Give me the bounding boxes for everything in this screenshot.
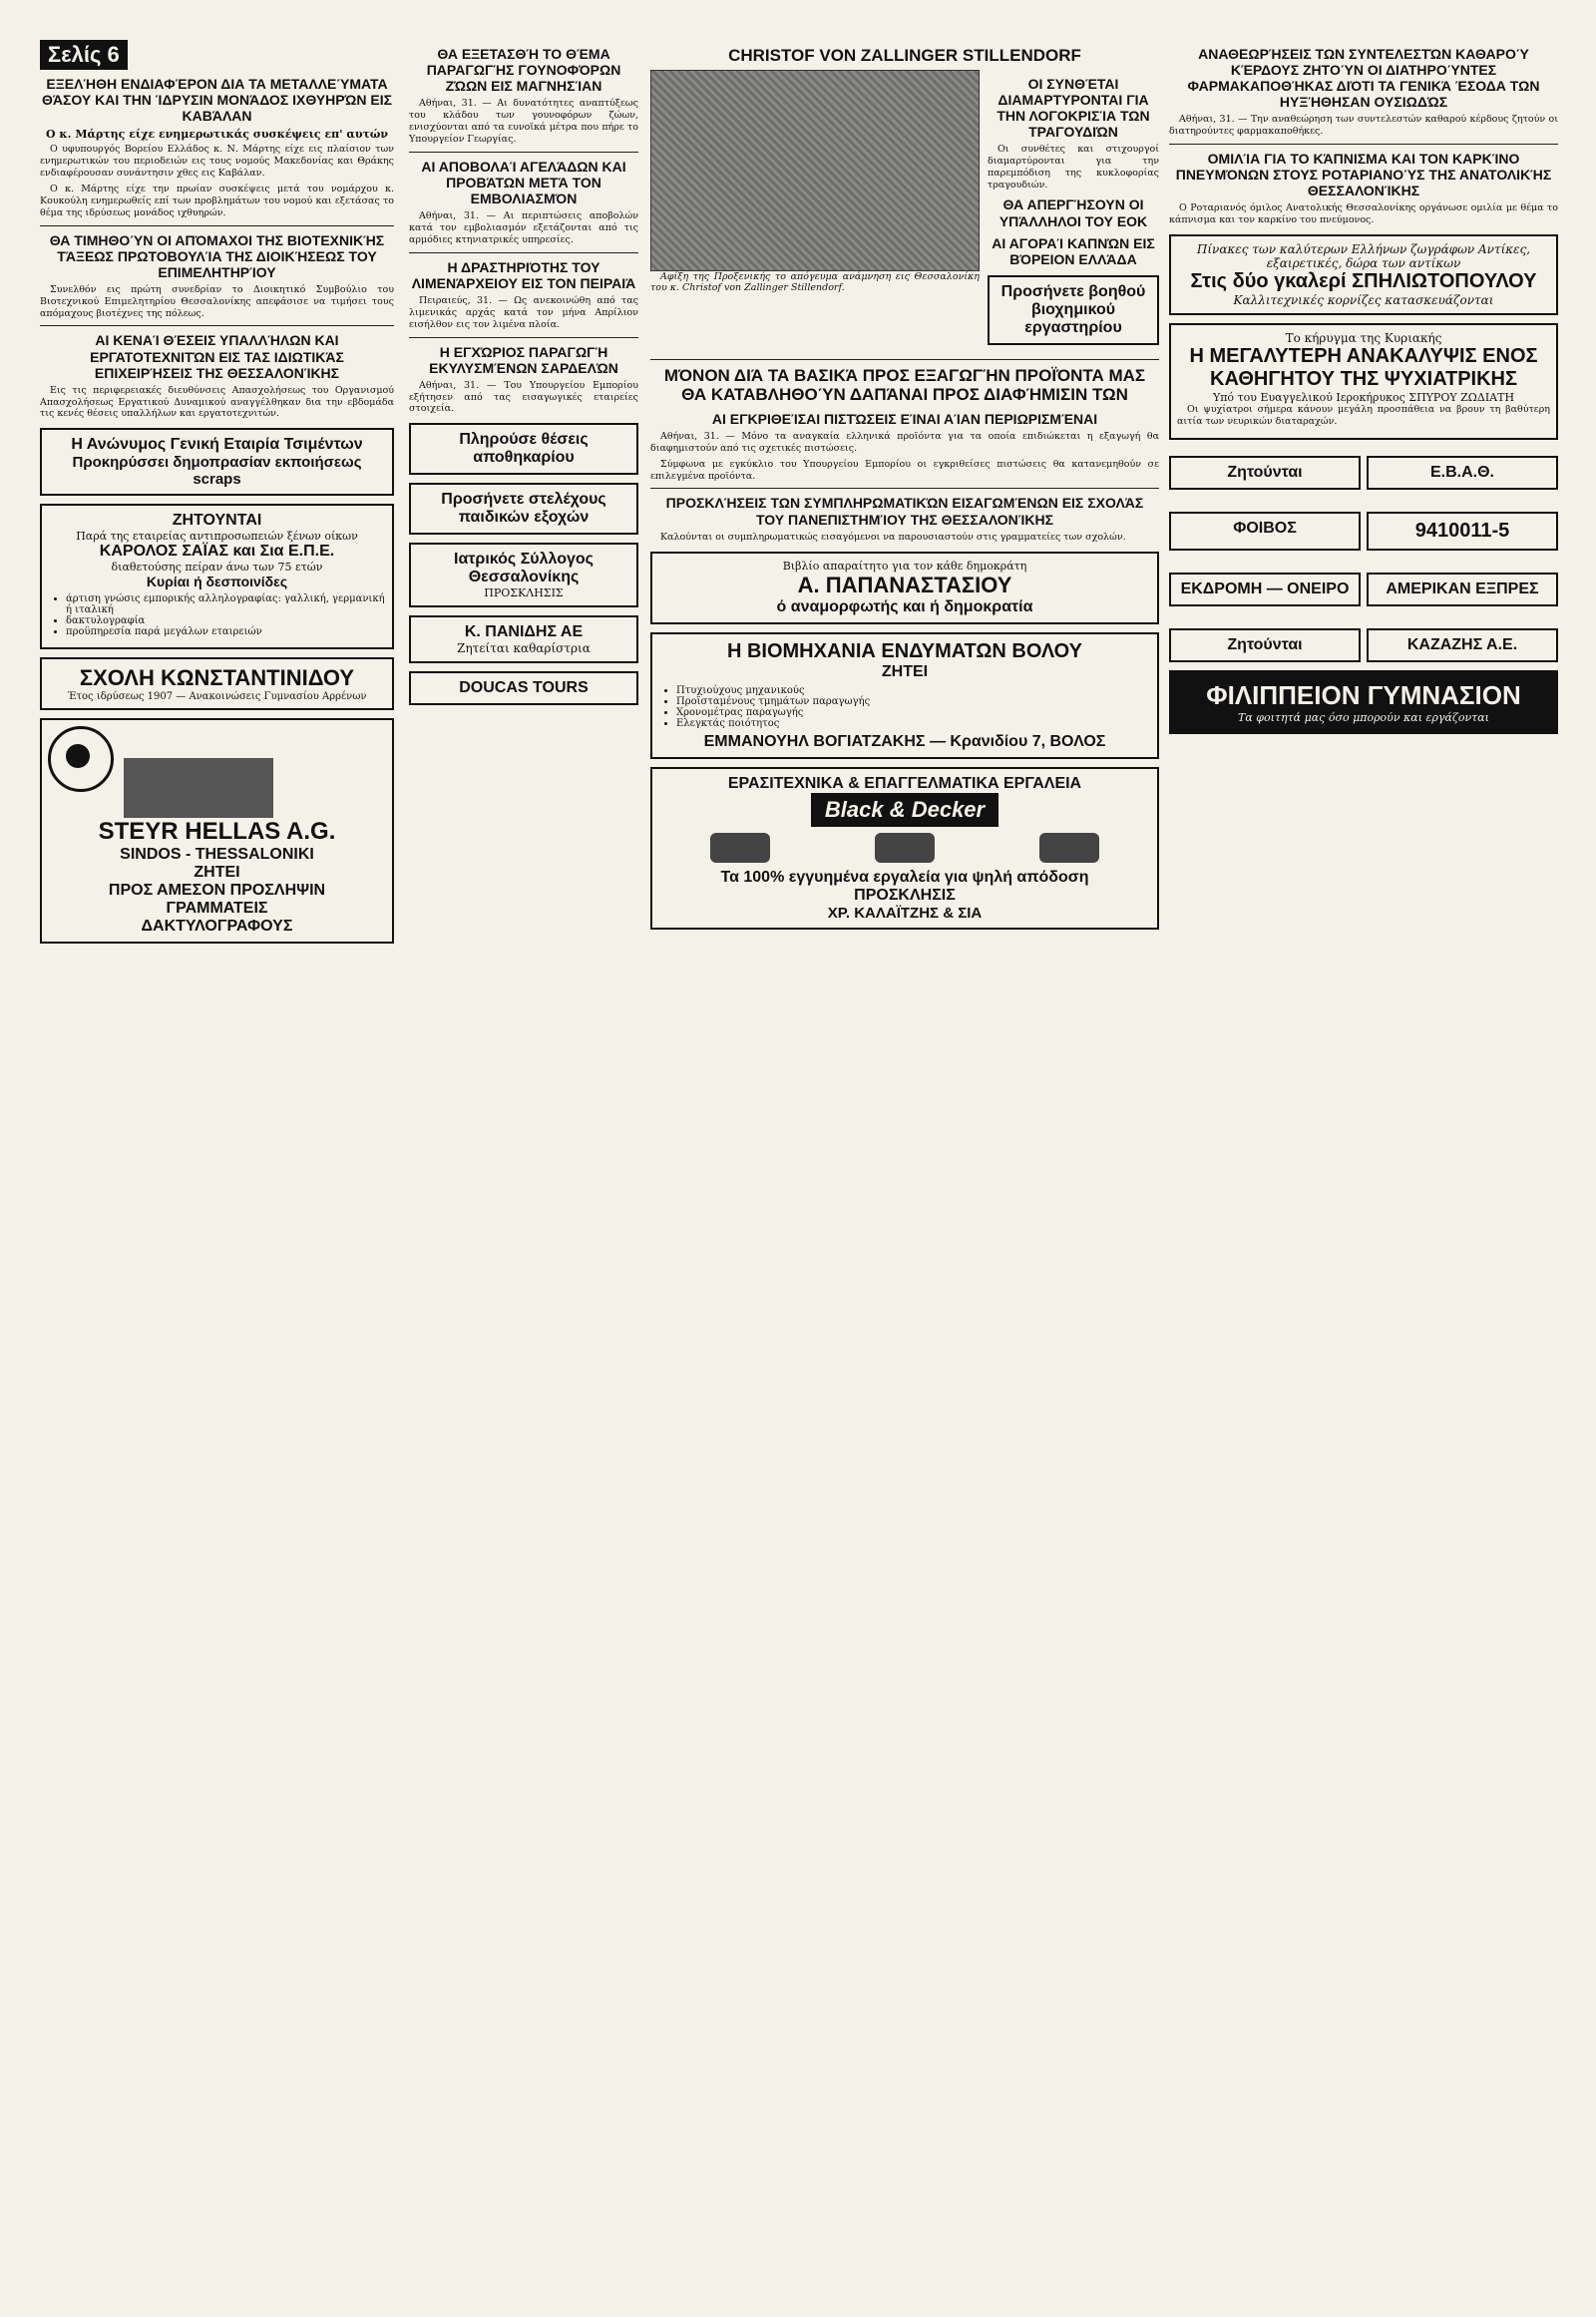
kerygma-by: Υπό του Ευαγγελικού Ιεροκήρυκος ΣΠΥΡΟΥ ΖΩΔΙΑΤΗ	[1212, 391, 1515, 405]
ad-steyr-title: STEYR HELLAS A.G.	[98, 817, 336, 845]
small-ad-text: ΚΑΖΑΖΗΣ Α.Ε.	[1406, 635, 1518, 653]
tractor-image	[124, 758, 273, 818]
col2-headline-4: Η ΕΓΧΏΡΙΟΣ ΠΑΡΑΓΩΓΉ ΕΚΥΛΥΣΜΈΝΩΝ ΣΑΡΔΕΛΏΝ	[429, 343, 618, 376]
photo-caption: Αφίξη της Προξενικής το απόγευμα ανάμνηση εις Θεσσαλονίκη του κ. Christof von Zallinger Stillendorf.	[650, 270, 980, 294]
col3-notes-box-title: Προσήνετε βοηθού βιοχημικού εργαστηρίου	[1000, 282, 1146, 336]
ad-steyr-role2: ΔΑΚΤΥΛΟΓΡΑΦΟΥΣ	[141, 917, 293, 935]
small-ad-text: Ζητούνται	[1227, 463, 1303, 481]
ad-steyr-role1: ΓΡΑΜΜΑΤΕΙΣ	[166, 899, 268, 917]
box-5	[409, 671, 638, 705]
col3-notes-box	[988, 275, 1159, 345]
col2-headline-1: ΘΑ ΕΞΕΤΑΣΘΉ ΤΟ ΘΈΜΑ ΠΑΡΑΓΩΓΉΣ ΓΟΥΝΟΦΌΡΩΝ ΖΏΩΝ ΕΙΣ ΜΑΓΝΗΣΊΑΝ	[426, 46, 621, 95]
kerygma-sub: Το κήρυγμα της Κυριακής	[1285, 331, 1442, 346]
ad-steyr-zitei: ΖΗΤΕΙ	[194, 863, 240, 881]
tools-image	[658, 833, 1151, 863]
col2-p4: Αθήναι, 31. — Του Υπουργείου Εμπορίου εξήτησεν από τας εισαγωγικές εταιρείες στοιχεία.	[409, 379, 638, 415]
column-2	[409, 40, 638, 713]
ad-papanastasiou-line: ό αναμορφωτής και ή δημοκρατία	[776, 597, 1033, 615]
ad-gallery-line2: Στις δύο γκαλερί ΣΠΗΛΙΩΤΟΠΟΥΛΟΥ	[1190, 270, 1537, 293]
ad-konstantinidou-line: Έτος ιδρύσεως 1907 — Ανακοινώσεις Γυμνασίου Αρρένων	[67, 691, 367, 703]
kerygma	[1169, 323, 1558, 440]
ad-saias-req: • άρτιση γνώσις εμπορικής αλληλογραφίας: γαλλική, γερμανική ή ιταλική	[66, 593, 386, 615]
ad-bd-brand: Black & Decker	[811, 793, 998, 827]
box-2	[409, 483, 638, 535]
steyr-logo-icon	[48, 726, 114, 792]
ad-cement	[40, 428, 394, 496]
ad-volos-item: • Προϊσταμένους τμημάτων παραγωγής	[676, 696, 1151, 707]
ad-saias-title: ΖΗΤΟΥΝΤΑΙ	[172, 512, 262, 530]
col1-headline-3: ΑΙ ΚΕΝΑΊ ΘΈΣΕΙΣ ΥΠΑΛΛΉΛΩΝ ΚΑΙ ΕΡΓΑΤΟΤΕΧΝΙΤΏΝ ΕΙΣ ΤΑΣ ΙΔΙΩΤΙΚΆΣ ΕΠΙΧΕΙΡΉΣΕΙΣ ΤΗΣ ΘΕΣΣΑΛΟΝΊΚΗΣ	[90, 332, 344, 381]
col3-p1: Αθήναι, 31. — Μόνο τα αναγκαία ελληνικά προϊόντα για τα οποία επιδιώκεται η εξαγωγή θα διαφημιστούν από τις σχετικές πιστώσεις.	[650, 430, 1159, 454]
kerygma-p: Οι ψυχίατροι σήμερα κάνουν μεγάλη προσπάθεια να βρουν τη βαθύτερη αιτία των νευρικών διαταραχών.	[1177, 404, 1550, 428]
col3-headline-3: ΠΡΟΣΚΛΉΣΕΙΣ ΤΩΝ ΣΥΜΠΛΗΡΩΜΑΤΙΚΏΝ ΕΙΣΑΓΩΜΈΝΩΝ ΕΙΣ ΣΧΟΛΆΣ ΤΟΥ ΠΑΝΕΠΙΣΤΗΜΊΟΥ ΤΗΣ ΘΕΣΣΑΛΟΝΊΚΗΣ	[665, 495, 1144, 528]
ad-papanastasiou	[650, 552, 1159, 624]
ad-volos-contact: ΕΜΜΑΝΟΥΗΛ ΒΟΓΙΑΤΖΑΚΗΣ — Κρανιδίου 7, ΒΟΛΟΣ	[703, 732, 1106, 750]
small-ad	[1169, 628, 1361, 662]
col4-headline-1: ΑΝΑΘΕΩΡΉΣΕΙΣ ΤΩΝ ΣΥΝΤΕΛΕΣΤΏΝ ΚΑΘΑΡΟΎ ΚΈΡΔΟΥΣ ΖΗΤΟΎΝ ΟΙ ΔΙΑΤΗΡΟΎΝΤΕΣ ΦΑΡΜΑΚΑΠΟΘΉΚΑΣ ΔΙΌΤΙ ΤΑ ΓΕΝΙΚΆ ΈΣΟΔΑ ΤΩΝ ΗΥΞΉΘΗΣΑΝ ΟΥΣΙΩΔΏΣ	[1187, 46, 1540, 111]
box-3-sub: ΠΡΟΣΚΛΗΣΙΣ	[484, 586, 564, 600]
box-2-title: Προσήνετε στελέχους παιδικών εξοχών	[441, 491, 606, 527]
ad-black-decker	[650, 767, 1159, 930]
ad-bd-top: ΕΡΑΣΙΤΕΧΝΙΚΑ & ΕΠΑΓΓΕΛΜΑΤΙΚΑ ΕΡΓΑΛΕΙΑ	[727, 774, 1082, 792]
col3-notes-headline: ΟΙ ΣΥΝΘΈΤΑΙ ΔΙΑΜΑΡΤΥΡΟΝΤΑΙ ΓΙΑ ΤΗΝ ΛΟΓΟΚΡΙΣΊΑ ΤΩΝ ΤΡΑΓΟΥΔΙΏΝ	[997, 75, 1150, 140]
news-photo	[650, 70, 980, 271]
small-ad-text: ΕΚΔΡΟΜΗ — ΟΝΕΙΡΟ	[1180, 579, 1350, 597]
ad-saias-line3: Κυρίαι ή δεσποινίδες	[146, 574, 288, 590]
column-3	[650, 40, 1159, 938]
col1-headline-1: ΕΞΕΛΉΘΗ ΕΝΔΙΑΦΈΡΟΝ ΔΙΑ ΤΑ ΜΕΤΑΛΛΕΎΜΑΤΑ ΘΆΣΟΥ ΚΑΙ ΤΗΝ ΊΔΡΥΣΙΝ ΜΟΝΆΔΟΣ ΙΧΘΥΗΡΏΝ ΕΙΣ ΚΑΒΆΛΑΝ	[42, 76, 392, 125]
ad-volos-title: Η ΒΙΟΜΗΧΑΝΙΑ ΕΝΔΥΜΑΤΩΝ ΒΟΛΟΥ	[726, 639, 1083, 662]
ad-bd-line: Τα 100% εγγυημένα εργαλεία για ψηλή απόδοση	[720, 868, 1089, 886]
ad-volos-item: • Χρονομέτρας παραγωγής	[676, 707, 1151, 718]
ad-saias-req: • προϋπηρεσία παρά μεγάλων εταιρειών	[66, 626, 386, 637]
col2-p2: Αθήναι, 31. — Αι περιπτώσεις αποβολών κατά τον εμβολιασμόν εξετάζονται από τις αρμόδιες κτηνιατρικές υπηρεσίες.	[409, 210, 638, 245]
ad-steyr-line: SINDOS - THESSALONIKI	[120, 845, 314, 863]
col3-notes-p: Οι συνθέτες και στιχουργοί διαμαρτύρονται για την παρεμπόδιση της κυκλοφορίας τραγουδιών.	[988, 143, 1159, 191]
ad-saias	[40, 504, 394, 649]
ad-filippeion-line: Τα φοιτητά μας όσο μπορούν και εργάζονται	[1238, 710, 1489, 724]
ad-cement-title: Η Ανώνυμος Γενική Εταιρία Τσιμέντων	[71, 436, 363, 454]
ad-bd-contact: ΧΡ. ΚΑΛΑΪΤΖΗΣ & ΣΙΑ	[827, 904, 983, 922]
box-5-title: DOUCAS TOURS	[459, 679, 589, 697]
col3-p3: Καλούνται οι συμπληρωματικώς εισαγόμενοι να παρουσιαστούν στις γραμματείες των σχολών.	[660, 531, 1126, 543]
col1-p4: Εις τις περιφερειακές διευθύνσεις Απασχολήσεως του Οργανισμού Απασχολήσεως Εργατικού Δυναμικού αναγγέλθηκαν δια την εβδομάδα τις κενές θέσεις υπαλλήλων και εργατοτεχνιτών.	[40, 384, 394, 420]
col1-sub-1: Ο κ. Μάρτης είχε ενημερωτικάς συσκέψεις επ' αυτών	[46, 128, 388, 142]
box-3	[409, 543, 638, 607]
small-ad	[1367, 456, 1558, 490]
ad-gallery	[1169, 234, 1558, 315]
ad-volos-item: • Πτυχιούχους μηχανικούς	[676, 685, 1151, 696]
col3-p2: Σύμφωνα με εγκύκλιο του Υπουργείου Εμπορίου οι εγκριθείσες πιστώσεις θα κατανεμηθούν σε επιλεγμένα προϊόντα.	[650, 458, 1159, 482]
ad-saias-req-list	[48, 593, 386, 637]
ad-steyr-line2: ΠΡΟΣ ΑΜΕΣΟΝ ΠΡΟΣΛΗΨΙΝ	[108, 881, 326, 899]
col4-headline-2: ΟΜΙΛΊΑ ΓΙΑ ΤΟ ΚΆΠΝΙΣΜΑ ΚΑΙ ΤΟΝ ΚΑΡΚΊΝΟ ΠΝΕΥΜΌΝΩΝ ΣΤΟΥΣ ΡΟΤΑΡΙΑΝΟΎΣ ΤΗΣ ΑΝΑΤΟΛΙΚΉΣ ΘΕΣΣΑΛΟΝΊΚΗΣ	[1175, 151, 1552, 199]
small-ad	[1367, 573, 1558, 606]
ad-saias-line1: Παρά της εταιρείας αντιπροσωπειών ξένων οίκων	[76, 530, 358, 544]
box-1-title: Πληρούσε θέσεις αποθηκαρίου	[459, 431, 589, 467]
ad-bd-sub: ΠΡΟΣΚΛΗΣΙΣ	[854, 886, 956, 904]
ad-gallery-line1: Πίνακες των καλύτερων Ελλήνων ζωγράφων Αντίκες, εξαιρετικές, δώρα των αντίκων	[1196, 242, 1531, 271]
box-4-sub: Ζητείται καθαρίστρια	[457, 641, 591, 656]
ad-saias-company: ΚΑΡΟΛΟΣ ΣΑΪΑΣ και Σια Ε.Π.Ε.	[99, 543, 335, 561]
ad-papanastasiou-sub: Βιβλίο απαραίτητο για τον κάθε δημοκράτη	[782, 559, 1027, 573]
small-ad	[1367, 628, 1558, 662]
small-ad	[1367, 512, 1558, 551]
col3-headline-2: ΑΙ ΕΓΚΡΙΘΕΊΣΑΙ ΠΙΣΤΏΣΕΙΣ ΕΊΝΑΙ ΑΊΑΝ ΠΕΡΙΩΡΙΣΜΈΝΑΙ	[711, 410, 1098, 427]
ad-volos-items	[658, 685, 1151, 729]
ad-konstantinidou	[40, 657, 394, 710]
small-ad	[1169, 456, 1361, 490]
ad-saias-line2: διαθετούσης πείραν άνω των 75 ετών	[111, 561, 323, 575]
small-ad-text: ΦΟΙΒΟΣ	[1233, 519, 1297, 537]
box-3-title: Ιατρικός Σύλλογος Θεσσαλονίκης	[454, 551, 594, 586]
col3-notes-headline-3: ΑΙ ΑΓΟΡΑΊ ΚΑΠΝΏΝ ΕΙΣ ΒΌΡΕΙΟΝ ΕΛΛΆΔΑ	[992, 234, 1155, 267]
ad-volos-clothing	[650, 632, 1159, 759]
col4-p1: Αθήναι, 31. — Την αναθεώρηση των συντελεστών καθαρού κέρδους ζητούν οι διατηρούντες φαρμακαποθήκες.	[1169, 114, 1558, 138]
ad-filippeion-title: ΦΙΛΙΠΠΕΙΟΝ ΓΥΜΝΑΣΙΟΝ	[1206, 679, 1521, 710]
box-4-title: Κ. ΠΑΝΙΔΗΣ ΑΕ	[464, 623, 584, 641]
column-1	[40, 40, 394, 952]
small-ad	[1169, 512, 1361, 551]
col1-p3: Συνελθόν εις πρώτη συνεδρίαν το Διοικητικό Συμβούλιο του Βιοτεχνικού Επιμελητηρίου Θεσσαλονίκης απεφάσισε να τιμήσει τους απόμαχους βιοτέχνες της πόλεως.	[40, 283, 394, 319]
ad-volos-zitei: ΖΗΤΕΙ	[881, 662, 929, 680]
box-4	[409, 615, 638, 663]
small-ad-phone: 9410011-5	[1414, 519, 1510, 542]
photo-header: CHRISTOF VON ZALLINGER STILLENDORF	[728, 46, 1081, 65]
col2-p1: Αθήναι, 31. — Αι δυνατότητες αναπτύξεως του κλάδου των γουνοφόρων ζώων, ενισχύονται από τα ευνοϊκά μέτρα που πήρε το Υπουργείον Γεωργίας.	[409, 98, 638, 145]
col2-p3: Πειραιεύς, 31. — Ως ανεκοινώθη από τας λιμενικάς αρχάς κατά τον μήνα Απρίλιον εισήλθον εις τον λιμένα πλοία.	[409, 294, 638, 330]
ad-konstantinidou-title: ΣΧΟΛΗ ΚΩΝΣΤΑΝΤΙΝΙΔΟΥ	[79, 665, 355, 691]
box-1	[409, 423, 638, 475]
column-4	[1169, 40, 1558, 734]
ad-papanastasiou-title: Α. ΠΑΠΑΝΑΣΤΑΣΙΟΥ	[797, 572, 1012, 597]
col3-headline-1: ΜΌΝΟΝ ΔΙΆ ΤΑ ΒΑΣΙΚΆ ΠΡΟΣ ΕΞΑΓΩΓΉΝ ΠΡΟΪΌΝΤΑ ΜΑΣ ΘΑ ΚΑΤΑΒΛΗΘΟΎΝ ΔΑΠΆΝΑΙ ΠΡΟΣ ΔΙΑΦΉΜΙΣΙΝ ΤΩΝ	[663, 365, 1146, 405]
small-ad	[1169, 573, 1361, 606]
ad-gallery-line3: Καλλιτεχνικές κορνίζες κατασκευάζονται	[1233, 293, 1494, 308]
small-ad-text: ΑΜΕΡΙΚΑΝ ΕΞΠΡΕΣ	[1386, 579, 1539, 597]
small-ad-text: Ε.Β.Α.Θ.	[1429, 463, 1494, 481]
ad-volos-item: • Ελεγκτάς ποιότητος	[676, 718, 1151, 729]
col4-p2: Ο Ροταριανός όμιλος Ανατολικής Θεσσαλονίκης οργάνωσε ομιλία με θέμα το κάπνισμα και τον καρκίνο του πνεύμονος.	[1169, 202, 1558, 226]
ad-steyr	[40, 718, 394, 944]
col2-headline-2: ΑΙ ΑΠΟΒΟΛΑΊ ΑΓΕΛΆΔΩΝ ΚΑΙ ΠΡΟΒΆΤΩΝ ΜΕΤΆ ΤΟΝ ΕΜΒΟΛΙΑΣΜΌΝ	[421, 158, 626, 206]
page-label: Σελίς 6	[40, 40, 128, 70]
ad-filippeion	[1169, 670, 1558, 734]
ad-cement-sub: Προκηρύσσει δημοπρασίαν εκποιήσεως scraps	[72, 454, 362, 489]
kerygma-title: Η ΜΕΓΑΛΥΤΕΡΗ ΑΝΑΚΑΛΥΨΙΣ ΕΝΟΣ ΚΑΘΗΓΗΤΟΥ ΤΗΣ ΨΥΧΙΑΤΡΙΚΗΣ	[1189, 345, 1538, 391]
ad-saias-req: • δακτυλογραφία	[66, 615, 386, 626]
col1-p1: Ο υφυπουργός Βορείου Ελλάδος κ. Ν. Μάρτης είχε εις πλαίσιον των ενημερωτικών του περιοδειών εις τους νομούς Μακεδονίας και Θράκης ενδιαφέρουσαν συνάντησιν χθες εις Καβάλαν.	[40, 144, 394, 180]
col1-p2: Ο κ. Μάρτης είχε την πρωίαν συσκέψεις μετά του νομάρχου κ. Κουκούλη ενημερωθείς επί των προβλημάτων του νομού και εξετάσας το θέμα της ιδρύσεως μονάδος ιχθυηρών.	[40, 183, 394, 218]
small-ad-text: Ζητούνται	[1227, 635, 1303, 653]
col2-headline-3: Η ΔΡΑΣΤΗΡΙΌΤΗΣ ΤΟΥ ΛΙΜΕΝΆΡΧΕΙΟΥ ΕΙΣ ΤΟΝ ΠΕΙΡΑΙΆ	[411, 258, 636, 291]
col3-notes-headline-2: ΘΑ ΑΠΕΡΓΉΣΟΥΝ ΟΙ ΥΠΆΛΛΗΛΟΙ ΤΟΥ ΕΟΚ	[998, 196, 1148, 229]
col1-headline-2: ΘΑ ΤΙΜΗΘΟΎΝ ΟΙ ΑΠΌΜΑΧΟΙ ΤΗΣ ΒΙΟΤΕΧΝΙΚΉΣ ΤΆΞΕΩΣ ΠΡΩΤΟΒΟΥΛΊΑ ΤΗΣ ΔΙΟΙΚΉΣΕΩΣ ΤΟΥ ΕΠΙΜΕΛΗΤΗΡΊΟΥ	[49, 231, 385, 280]
